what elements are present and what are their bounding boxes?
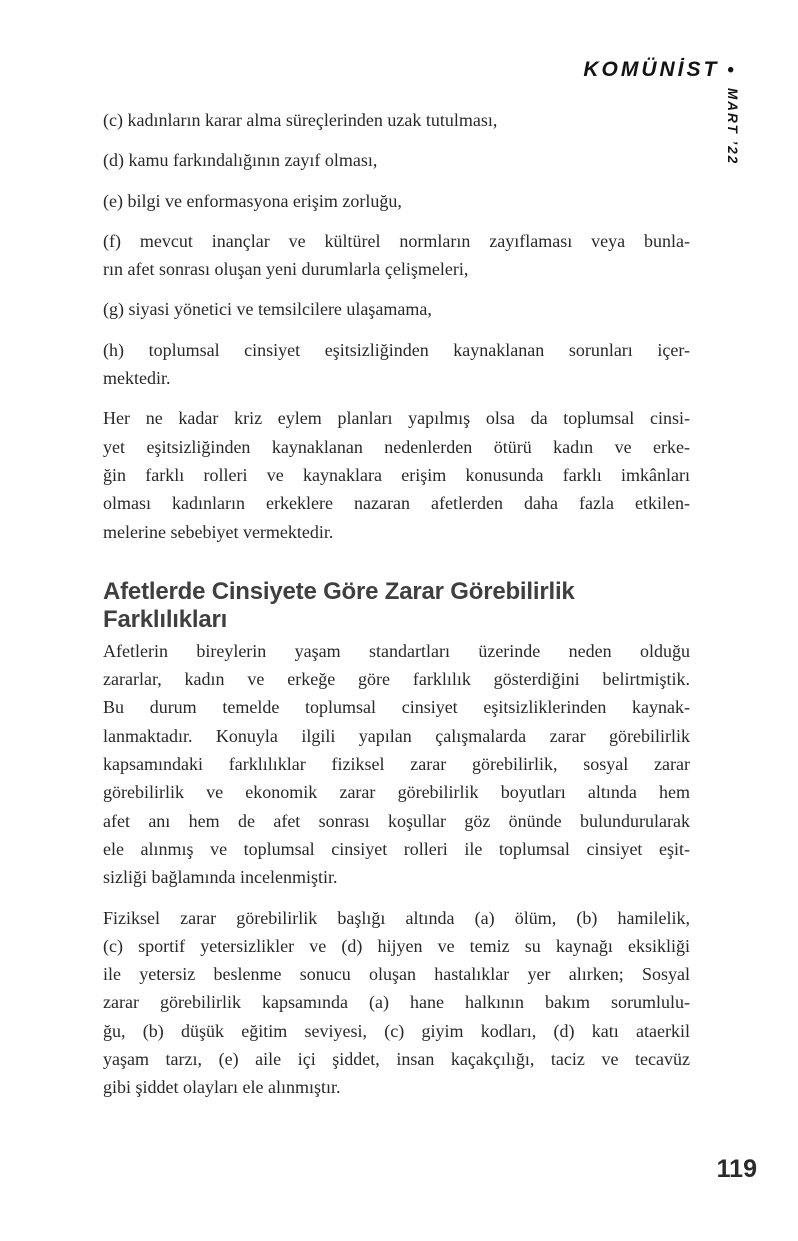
paragraph-vulnerability (103, 637, 690, 892)
journal-masthead (583, 59, 734, 81)
text-line: melerine sebebiyet vermektedir. (103, 521, 334, 542)
text-line: ile yetersiz beslenme sonucu oluşan hastalıklar yer alırken; Sosyal (103, 964, 690, 985)
text-line: Afetlerde Cinsiyete Göre Zarar Görebilirlik (103, 577, 575, 605)
text-line: zararlar, kadın ve erkeğe göre farklılık gösterdiğini belirtmiştik. (103, 669, 690, 690)
text-line: (d) kamu farkındalığının zayıf olması, (103, 150, 378, 171)
page-number: 119 (716, 1155, 757, 1183)
text-line: Bu durum temelde toplumsal cinsiyet eşitsizliklerinden kaynak- (103, 697, 690, 718)
text-line: görebilirlik ve ekonomik zarar görebilirlik boyutları altında hem (103, 782, 690, 803)
journal-title: KOMÜNİST (583, 58, 720, 81)
text-line: Afetlerin bireylerin yaşam standartları üzerinde neden olduğu (103, 640, 690, 661)
paragraph-overview (103, 404, 690, 545)
list-item-h (103, 336, 690, 393)
text-line: (c) sportif yetersizlikler ve (d) hijyen ve temiz su kaynağı eksikliği (103, 935, 690, 956)
paragraph-physical-social (103, 904, 690, 1102)
text-line: Her ne kadar kriz eylem planları yapılmış olsa da toplumsal cinsi- (103, 408, 690, 429)
list-item-c (103, 106, 690, 134)
text-line: Farklılıkları (103, 605, 228, 633)
text-line: (e) bilgi ve enformasyona erişim zorluğu, (103, 190, 402, 211)
text-line: olması kadınların erkeklere nazaran afetlerden daha fazla etkilen- (103, 493, 690, 514)
text-line: sizliği bağlamında incelenmiştir. (103, 867, 338, 888)
article-body (103, 106, 690, 1114)
text-line: ğin farklı rolleri ve kaynaklara erişim konusunda farklı imkânları (103, 464, 690, 485)
list-item-g (103, 295, 690, 323)
text-line: kapsamındaki farklılıklar fiziksel zarar görebilirlik, sosyal zarar (103, 754, 690, 775)
text-line: (g) siyasi yönetici ve temsilcilere ulaşamama, (103, 299, 432, 320)
text-line: Fiziksel zarar görebilirlik başlığı altında (a) ölüm, (b) hamilelik, (103, 907, 690, 928)
text-line: yaşam tarzı, (e) aile içi şiddet, insan kaçakçılığı, taciz ve tecavüz (103, 1049, 690, 1070)
text-line: yet eşitsizliğinden kaynaklanan nedenlerden ötürü kadın ve erke- (103, 436, 690, 457)
text-line: (h) toplumsal cinsiyet eşitsizliğinden kaynaklanan sorunları içer- (103, 339, 690, 360)
list-item-f (103, 227, 690, 284)
text-line: rın afet sonrası oluşan yeni durumlarla çelişmeleri, (103, 259, 469, 280)
text-line: (f) mevcut inançlar ve kültürel normların zayıflaması veya bunla- (103, 230, 690, 251)
text-line: ğu, (b) düşük eğitim seviyesi, (c) giyim kodları, (d) katı ataerkil (103, 1020, 690, 1041)
list-item-d (103, 146, 690, 174)
text-line: zarar görebilirlik kapsamında (a) hane halkının bakım sorumlulu- (103, 992, 690, 1013)
text-line: ele alınmış ve toplumsal cinsiyet rolleri ile toplumsal cinsiyet eşit- (103, 838, 690, 859)
text-line: afet anı hem de afet sonrası koşullar göz önünde bulundurularak (103, 810, 690, 831)
text-line: lanmaktadır. Konuyla ilgili yapılan çalışmalarda zarar görebilirlik (103, 725, 690, 746)
section-heading (103, 578, 690, 634)
bullet-separator: • (727, 60, 734, 81)
text-line: gibi şiddet olayları ele alınmıştır. (103, 1077, 341, 1098)
issue-date: MART ’22 (725, 88, 740, 166)
list-item-e (103, 187, 690, 215)
text-line: (c) kadınların karar alma süreçlerinden uzak tutulması, (103, 110, 498, 130)
text-line: mektedir. (103, 368, 171, 389)
